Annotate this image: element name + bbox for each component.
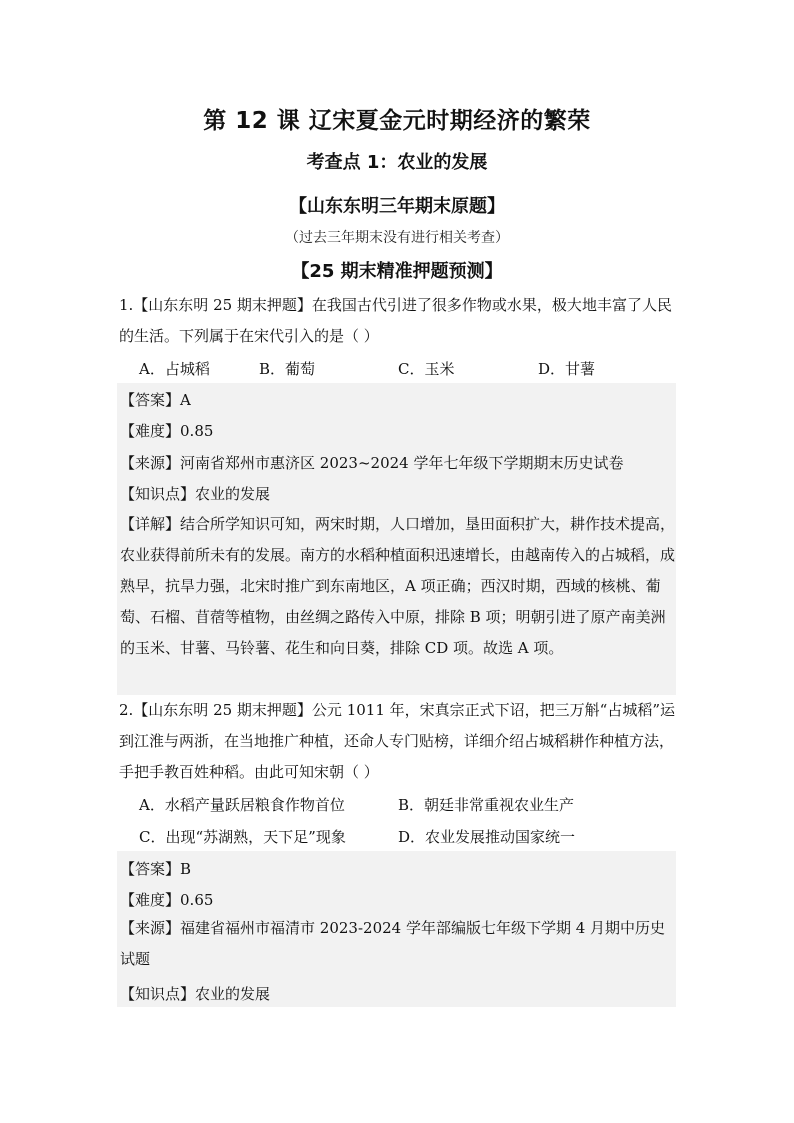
q1-knowledge-row: [120, 483, 676, 504]
q2-option-a: A．水稻产量跃居粮食作物首位: [139, 796, 345, 814]
q1-option-b: B．葡萄: [259, 360, 316, 378]
lesson-title: 第 12 课 辽宋夏金元时期经济的繁荣: [203, 108, 591, 134]
q2-answer-row: [120, 858, 676, 879]
question-1-stem: 1.【山东东明 25 期末押题】在我国古代引进了很多作物或水果，极大地丰富了人民的生活。下列属于在宋代引入的是（ ）: [119, 296, 672, 345]
q1-option-a: A．占城稻: [139, 360, 210, 378]
q1-difficulty-row: [120, 420, 676, 441]
question-2-stem: 2.【山东东明 25 期末押题】公元 1011 年，宋真宗正式下诏，把三万斛“占城稻”运到江淮与两浙，在当地推广种植，还命人专门贴榜，详细介绍占城稻耕作种植方法，手把手教百姓种稻。由此可知宋朝（ ）: [119, 701, 675, 781]
q1-explain-text: 结合所学知识可知，两宋时期，人口增加，垦田面积扩大，耕作技术提高，农业获得前所未有的发展。南方的水稻种植面积迅速增长，由越南传入的占城稻，成熟早，抗旱力强，北宋时推广到东南地区，A 项正确；西汉时期，西域的核桃、葡萄、石榴、苜蓿等植物，由丝绸之路传入中原，排除 B 项；明朝引进了原产南美洲的玉米、甘薯、马铃薯、花生和向日葵，排除 CD 项。故选 A 项。: [120, 515, 676, 657]
q2-difficulty-row: [120, 889, 676, 910]
q1-explain-label: 【详解】: [120, 515, 181, 533]
topic-subtitle: 考查点 1：农业的发展: [306, 152, 488, 173]
q2-option-c: C．出现“苏湖熟，天下足”现象: [139, 828, 346, 846]
q1-difficulty-label: 【难度】: [120, 422, 181, 440]
q1-answer-row: [120, 389, 676, 410]
q2-option-b: B．朝廷非常重视农业生产: [398, 796, 575, 814]
q2-knowledge-row: [120, 983, 676, 1004]
q2-source-value: 福建省福州市福清市 2023-2024 学年部编版七年级下学期 4 月期中历史试题: [120, 919, 666, 968]
q2-answer-value: B: [180, 860, 192, 878]
q1-source-row: [120, 452, 676, 473]
q2-source-row: [120, 913, 676, 975]
q1-knowledge-value: 农业的发展: [195, 485, 271, 503]
q2-source-label: 【来源】: [120, 919, 181, 937]
section-heading-prediction: 【25 期末精准押题预测】: [291, 261, 503, 282]
q1-option-c: C．玉米: [398, 360, 455, 378]
q1-explanation: [120, 509, 676, 664]
q2-difficulty-value: 0.65: [180, 891, 214, 909]
q1-source-value: 河南省郑州市惠济区 2023~2024 学年七年级下学期期末历史试卷: [180, 454, 624, 472]
q2-knowledge-value: 农业的发展: [195, 985, 271, 1003]
q1-answer-value: A: [180, 391, 191, 409]
q2-option-d: D．农业发展推动国家统一: [398, 828, 576, 846]
section-note: （过去三年期末没有进行相关考查）: [285, 230, 509, 246]
q2-difficulty-label: 【难度】: [120, 891, 181, 909]
q1-option-d: D．甘薯: [538, 360, 596, 378]
q2-answer-label: 【答案】: [120, 860, 181, 878]
section-heading-original: 【山东东明三年期末原题】: [289, 196, 505, 217]
q1-difficulty-value: 0.85: [180, 422, 214, 440]
q1-knowledge-label: 【知识点】: [120, 485, 196, 503]
q2-knowledge-label: 【知识点】: [120, 985, 196, 1003]
q1-source-label: 【来源】: [120, 454, 181, 472]
q1-answer-label: 【答案】: [120, 391, 181, 409]
